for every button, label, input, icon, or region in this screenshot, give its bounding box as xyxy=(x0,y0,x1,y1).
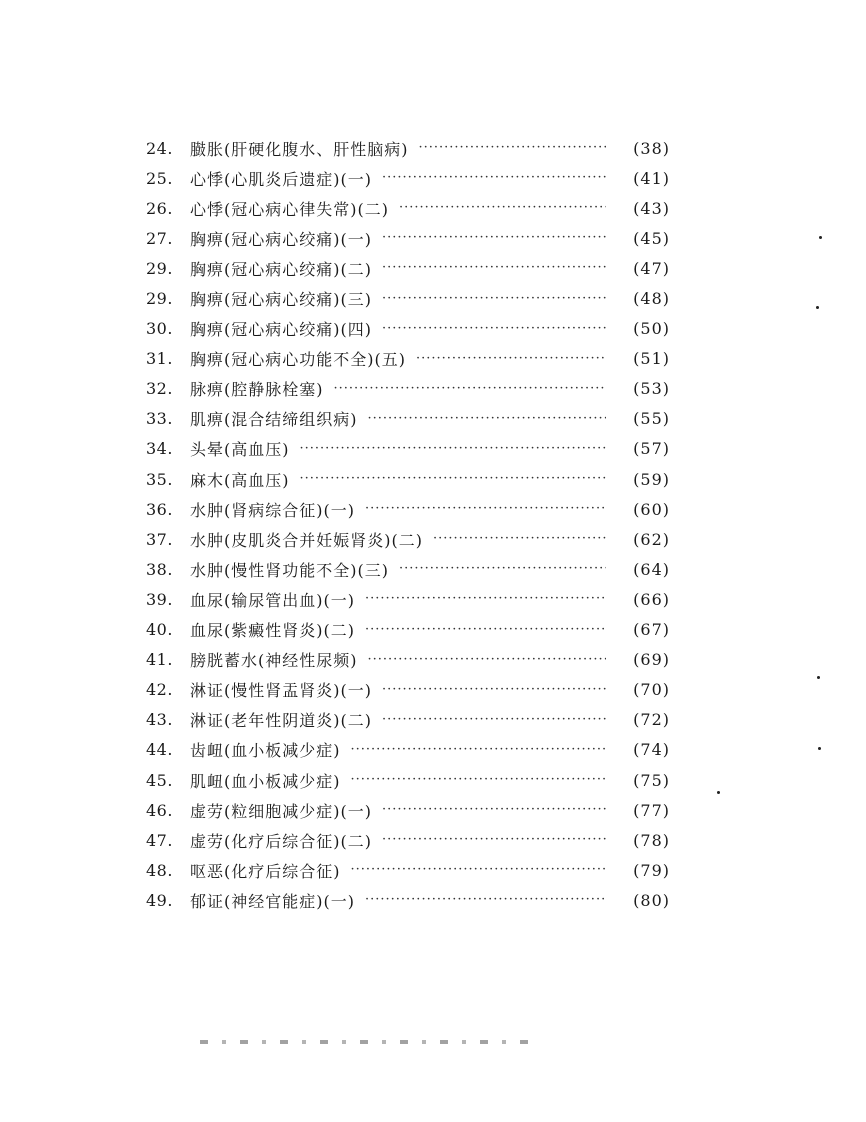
toc-entry-number: 35. xyxy=(146,469,173,489)
toc-entry xyxy=(146,314,670,344)
toc-entry-number: 24. xyxy=(146,138,173,158)
toc-entry-page: (47) xyxy=(633,258,670,278)
toc-entry-page: (64) xyxy=(633,559,670,579)
toc-entry-number: 41. xyxy=(146,650,173,670)
toc-entry-page: (60) xyxy=(633,499,670,519)
toc-entry xyxy=(146,404,670,434)
toc-entry-page: (80) xyxy=(633,890,670,910)
scan-speck xyxy=(819,236,822,239)
toc-entry-title: 麻木(高血压) xyxy=(190,470,290,490)
toc-entry xyxy=(146,615,670,645)
toc-entry xyxy=(146,434,670,464)
toc-entry-title: 淋证(老年性阴道炎)(二) xyxy=(190,711,372,731)
dot-leader xyxy=(399,199,606,217)
toc-entry-page: (43) xyxy=(633,198,670,218)
dot-leader xyxy=(399,560,606,578)
toc-entry-title: 水肿(肾病综合征)(一) xyxy=(190,500,355,520)
dot-leader xyxy=(300,440,607,458)
toc-entry-page: (50) xyxy=(633,319,670,339)
dot-leader xyxy=(334,380,607,398)
scan-smudge xyxy=(200,1040,530,1044)
toc-entry-page: (41) xyxy=(633,168,670,188)
scan-speck xyxy=(717,791,720,794)
toc-entry-title: 血尿(输尿管出血)(一) xyxy=(190,590,355,610)
dot-leader xyxy=(365,590,606,608)
toc-entry xyxy=(146,645,670,675)
toc-entry-page: (57) xyxy=(633,439,670,459)
toc-entry-page: (74) xyxy=(633,740,670,760)
toc-entry-page: (79) xyxy=(633,860,670,880)
toc-entry-number: 38. xyxy=(146,559,173,579)
toc-entry xyxy=(146,253,670,283)
toc-entry-page: (72) xyxy=(633,710,670,730)
toc-entry-number: 42. xyxy=(146,680,173,700)
dot-leader xyxy=(382,320,606,338)
toc-entry-page: (53) xyxy=(633,379,670,399)
dot-leader xyxy=(365,621,606,639)
dot-leader xyxy=(365,891,606,909)
dot-leader xyxy=(419,139,607,157)
toc-entry xyxy=(146,554,670,584)
toc-entry xyxy=(146,735,670,765)
toc-entry-page: (75) xyxy=(633,770,670,790)
dot-leader xyxy=(382,259,606,277)
toc-entry-title: 心悸(冠心病心律失常)(二) xyxy=(190,199,389,219)
dot-leader xyxy=(368,651,607,669)
toc-entry xyxy=(146,584,670,614)
toc-entry xyxy=(146,133,670,163)
dot-leader xyxy=(300,470,607,488)
dot-leader xyxy=(382,711,606,729)
toc-entry xyxy=(146,464,670,494)
dot-leader xyxy=(433,530,606,548)
toc-entry xyxy=(146,223,670,253)
toc-entry xyxy=(146,825,670,855)
toc-entry-page: (70) xyxy=(633,680,670,700)
toc-entry-number: 44. xyxy=(146,740,173,760)
toc-entry-page: (51) xyxy=(633,349,670,369)
dot-leader xyxy=(382,801,606,819)
toc-entry-number: 45. xyxy=(146,770,173,790)
toc-entry xyxy=(146,163,670,193)
dot-leader xyxy=(382,229,606,247)
toc-entry-page: (77) xyxy=(633,800,670,820)
toc-entry xyxy=(146,765,670,795)
toc-entry xyxy=(146,193,670,223)
toc-entry-title: 虚劳(化疗后综合征)(二) xyxy=(190,831,372,851)
toc-entry-title: 血尿(紫癜性肾炎)(二) xyxy=(190,621,355,641)
dot-leader xyxy=(351,771,607,789)
scan-speck xyxy=(817,676,820,679)
dot-leader xyxy=(382,831,606,849)
toc-entry-number: 33. xyxy=(146,409,173,429)
toc-entry-page: (45) xyxy=(633,228,670,248)
toc-entry-title: 胸痹(冠心病心绞痛)(一) xyxy=(190,229,372,249)
toc-entry-title: 胸痹(冠心病心功能不全)(五) xyxy=(190,350,406,370)
dot-leader xyxy=(351,861,607,879)
toc-entry-title: 虚劳(粒细胞减少症)(一) xyxy=(190,801,372,821)
toc-entry-title: 胸痹(冠心病心绞痛)(三) xyxy=(190,290,372,310)
toc-entry-number: 48. xyxy=(146,860,173,880)
toc-entry-number: 39. xyxy=(146,589,173,609)
toc-entry-title: 齿衄(血小板减少症) xyxy=(190,741,341,761)
toc-entry xyxy=(146,795,670,825)
toc-entry-page: (62) xyxy=(633,529,670,549)
toc-entry-number: 43. xyxy=(146,710,173,730)
table-of-contents xyxy=(146,133,670,915)
toc-entry-page: (78) xyxy=(633,830,670,850)
toc-entry-title: 水肿(慢性肾功能不全)(三) xyxy=(190,560,389,580)
toc-entry-number: 30. xyxy=(146,319,173,339)
toc-entry xyxy=(146,524,670,554)
toc-entry-title: 呕恶(化疗后综合征) xyxy=(190,861,341,881)
toc-entry-number: 40. xyxy=(146,620,173,640)
toc-entry-title: 心悸(心肌炎后遗症)(一) xyxy=(190,169,372,189)
toc-entry-title: 头晕(高血压) xyxy=(190,440,290,460)
toc-entry-page: (55) xyxy=(633,409,670,429)
dot-leader xyxy=(382,169,606,187)
scan-speck xyxy=(816,306,819,309)
dot-leader xyxy=(351,741,607,759)
toc-entry-number: 47. xyxy=(146,830,173,850)
toc-entry-page: (59) xyxy=(633,469,670,489)
toc-entry xyxy=(146,705,670,735)
toc-entry-title: 淋证(慢性肾盂肾炎)(一) xyxy=(190,681,372,701)
toc-entry-title: 水肿(皮肌炎合并妊娠肾炎)(二) xyxy=(190,530,423,550)
toc-entry-number: 31. xyxy=(146,349,173,369)
toc-entry xyxy=(146,374,670,404)
toc-entry-number: 26. xyxy=(146,198,173,218)
toc-entry xyxy=(146,675,670,705)
toc-entry xyxy=(146,344,670,374)
toc-entry-number: 37. xyxy=(146,529,173,549)
toc-entry-number: 49. xyxy=(146,890,173,910)
dot-leader xyxy=(382,290,606,308)
dot-leader xyxy=(382,681,606,699)
toc-entry-title: 肌衄(血小板减少症) xyxy=(190,771,341,791)
dot-leader xyxy=(365,500,606,518)
toc-entry xyxy=(146,855,670,885)
toc-entry xyxy=(146,885,670,915)
dot-leader xyxy=(368,410,607,428)
toc-entry-number: 27. xyxy=(146,228,173,248)
toc-entry-title: 膀胱蓄水(神经性尿频) xyxy=(190,651,358,671)
toc-entry-title: 郁证(神经官能症)(一) xyxy=(190,891,355,911)
toc-entry-number: 34. xyxy=(146,439,173,459)
toc-entry-number: 29. xyxy=(146,289,173,309)
toc-entry xyxy=(146,283,670,313)
toc-entry-number: 32. xyxy=(146,379,173,399)
toc-entry-page: (48) xyxy=(633,289,670,309)
toc-entry xyxy=(146,494,670,524)
toc-entry-number: 46. xyxy=(146,800,173,820)
toc-entry-number: 36. xyxy=(146,499,173,519)
toc-entry-number: 25. xyxy=(146,168,173,188)
scan-speck xyxy=(818,747,821,750)
toc-entry-page: (38) xyxy=(633,138,670,158)
toc-entry-number: 29. xyxy=(146,258,173,278)
dot-leader xyxy=(416,350,606,368)
toc-entry-page: (66) xyxy=(633,589,670,609)
toc-entry-title: 肌痹(混合结缔组织病) xyxy=(190,410,358,430)
toc-entry-page: (67) xyxy=(633,620,670,640)
toc-entry-title: 脉痹(腔静脉栓塞) xyxy=(190,380,324,400)
toc-entry-title: 胸痹(冠心病心绞痛)(二) xyxy=(190,259,372,279)
toc-entry-page: (69) xyxy=(633,650,670,670)
toc-entry-title: 胸痹(冠心病心绞痛)(四) xyxy=(190,320,372,340)
toc-entry-title: 臌胀(肝硬化腹水、肝性脑病) xyxy=(190,139,409,159)
